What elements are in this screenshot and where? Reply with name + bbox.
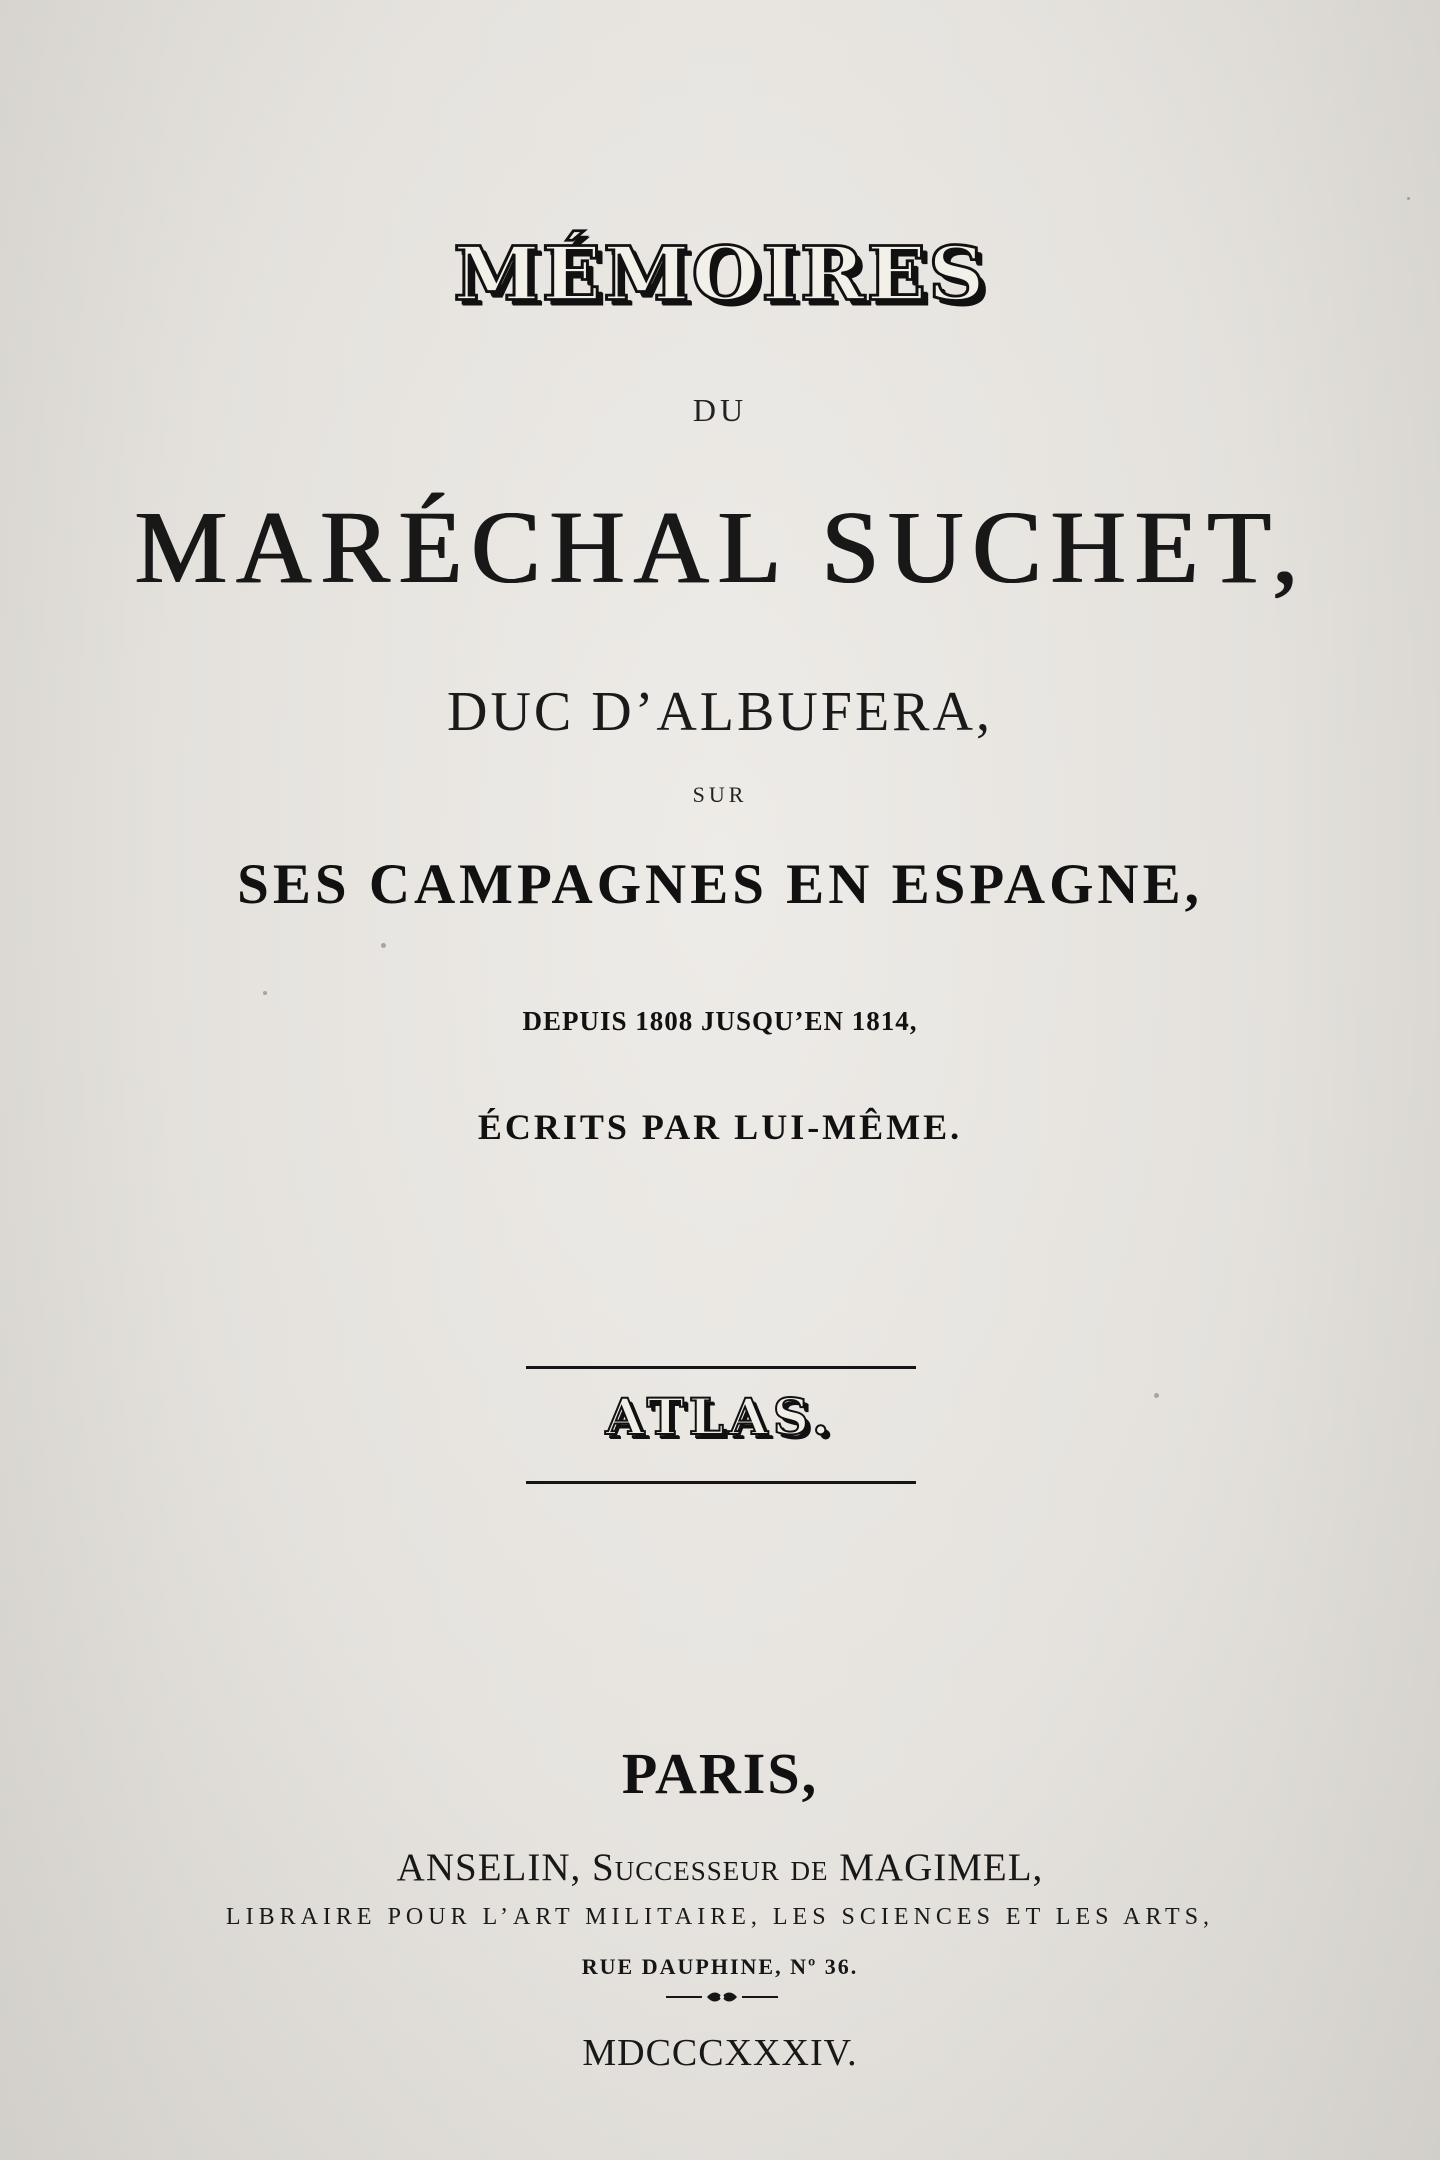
- publication-year: MDCCCXXXIV.: [582, 2032, 858, 2074]
- trade-line: LIBRAIRE POUR L’ART MILITAIRE, LES SCIENCES ET LES ARTS,: [225, 1904, 1215, 1930]
- date-range-line: DEPUIS 1808 JUSQU’EN 1814,: [522, 1006, 918, 1036]
- title-memoires: MÉMOIRES: [453, 231, 987, 318]
- author-line: MARÉCHAL SUCHET,: [133, 490, 1307, 605]
- paper-speck: [1407, 197, 1410, 200]
- campaign-line: SES CAMPAGNES EN ESPAGNE,: [237, 853, 1203, 916]
- du-text: DU: [692, 392, 748, 428]
- atlas-top-rule: [526, 1366, 916, 1369]
- publisher-suffix: MAGIMEL,: [839, 1846, 1044, 1889]
- atlas-title: ATLAS.: [605, 1387, 835, 1446]
- city-line: PARIS,: [621, 1741, 819, 1806]
- decorative-flourish-icon: [664, 1990, 780, 2004]
- paper-speck: [263, 991, 267, 995]
- atlas-bottom-rule: [526, 1481, 916, 1484]
- paper-speck: [381, 943, 386, 948]
- publisher-prefix: ANSELIN,: [396, 1846, 582, 1889]
- sur-text: SUR: [692, 782, 748, 807]
- title-line-duc: DUC D’ALBUFERA,: [447, 681, 993, 743]
- publisher-middle: Successeur de: [592, 1846, 829, 1889]
- address-line: RUE DAUPHINE, Nº 36.: [581, 1954, 859, 1979]
- written-by-line: ÉCRITS PAR LUI-MÊME.: [477, 1107, 963, 1147]
- publisher-line: [0, 1845, 1440, 1890]
